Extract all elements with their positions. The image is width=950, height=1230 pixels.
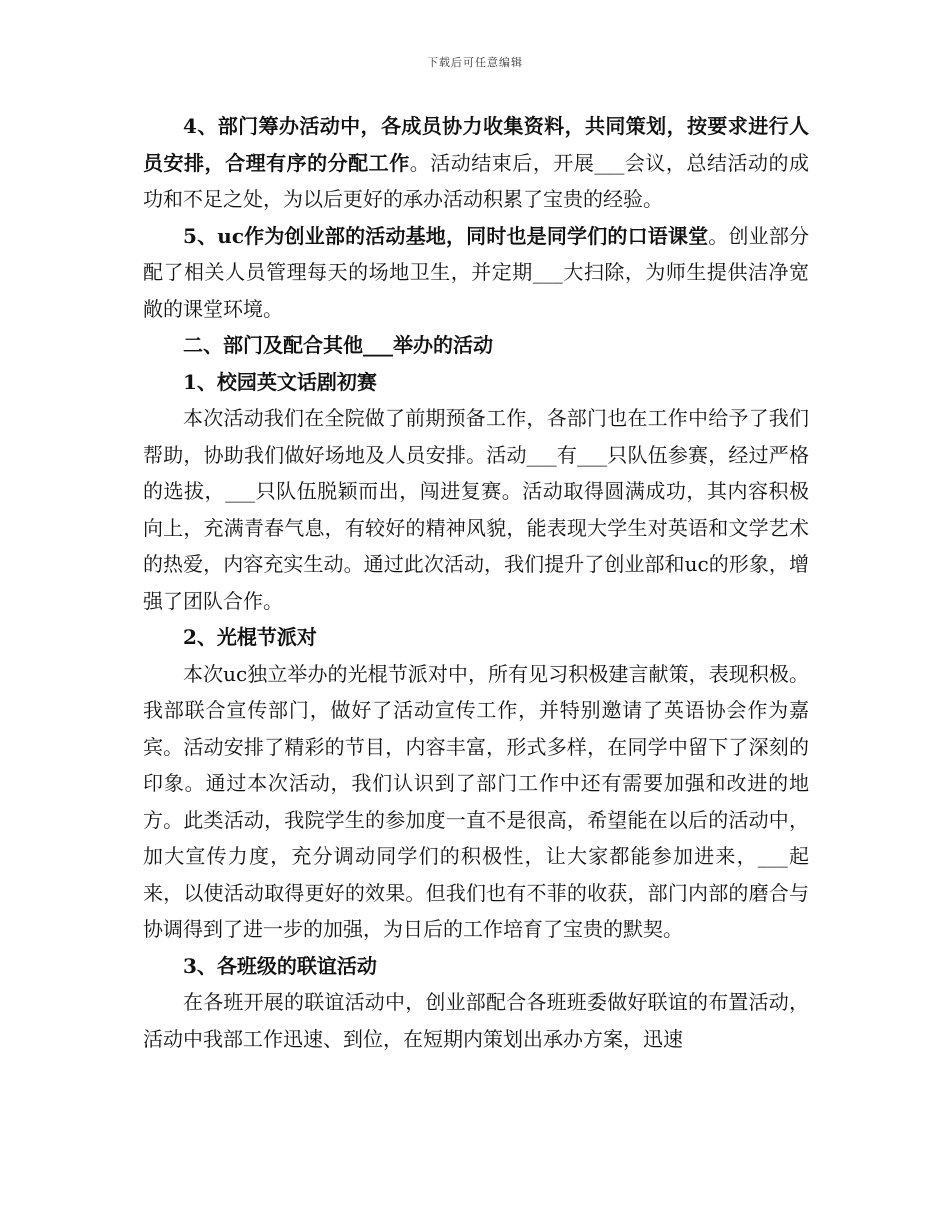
item-5-text: 。创业部分配了相关人员管理每天的场地卫生，并定期___大扫除，为师生提供洁净宽敞的课堂环境。 — [143, 223, 809, 321]
subheading-english-drama: 1、校园英文话剧初赛 — [183, 369, 377, 394]
page-header: 下载后可任意编辑 — [427, 56, 523, 69]
document-body — [143, 108, 809, 1057]
paragraph-singles-day-party: 本次uc独立举办的光棍节派对中，所有见习积极建言献策，表现积极。我部联合宣传部门，做好了活动宣传工作，并特别邀请了英语协会作为嘉宾。活动安排了精彩的节目，内容丰富，形式多样，在同学中留下了深刻的印象。通过本次活动，我们认识到了部门工作中还有需要加强和改进的地方。此类活动，我院学生的参加度一直不是很高，希望能在以后的活动中，加大宣传力度，充分调动同学们的积极性，让大家都能参加进来，___起来，以使活动取得更好的效果。但我们也有不菲的收获，部门内部的磨合与协调得到了进一步的加强，为日后的工作培育了宝贵的默契。 — [143, 661, 809, 941]
paragraph-item-4 — [143, 108, 809, 218]
paragraph-class-fellowship: 在各班开展的联谊活动中，创业部配合各班班委做好联谊的布置活动，活动中我部工作迅速、到位，在短期内策划出承办方案，迅速 — [143, 990, 809, 1051]
item-5-bold-text: 5、uc作为创业部的活动基地，同时也是同学们的口语课堂 — [183, 223, 709, 248]
item-4-bold-text: 4、部门筹办活动中，各成员协力收集资料，共同策划，按要求进行人员安排，合理有序的分配工作 — [143, 114, 809, 175]
paragraph-item-5 — [143, 218, 809, 328]
subheading-class-fellowship: 3、各班级的联谊活动 — [183, 953, 377, 978]
paragraph-english-drama: 本次活动我们在全院做了前期预备工作，各部门也在工作中给予了我们帮助，协助我们做好场地及人员安排。活动___有___只队伍参赛，经过严格的选拔，___只队伍脱颖而出，闯进复赛。活动取得圆满成功，其内容积极向上，充满青春气息，有较好的精神风貌，能表现大学生对英语和文学艺术的热爱，内容充实生动。通过此次活动，我们提升了创业部和uc的形象，增强了团队合作。 — [143, 406, 809, 613]
section-heading-2: 二、部门及配合其他___举办的活动 — [183, 333, 493, 357]
item-4-text: 。活动结束后，开展___会议，总结活动的成功和不足之处，为以后更好的承办活动积累了宝贵的经验。 — [143, 150, 810, 211]
subheading-singles-day-party: 2、光棍节派对 — [183, 625, 317, 649]
